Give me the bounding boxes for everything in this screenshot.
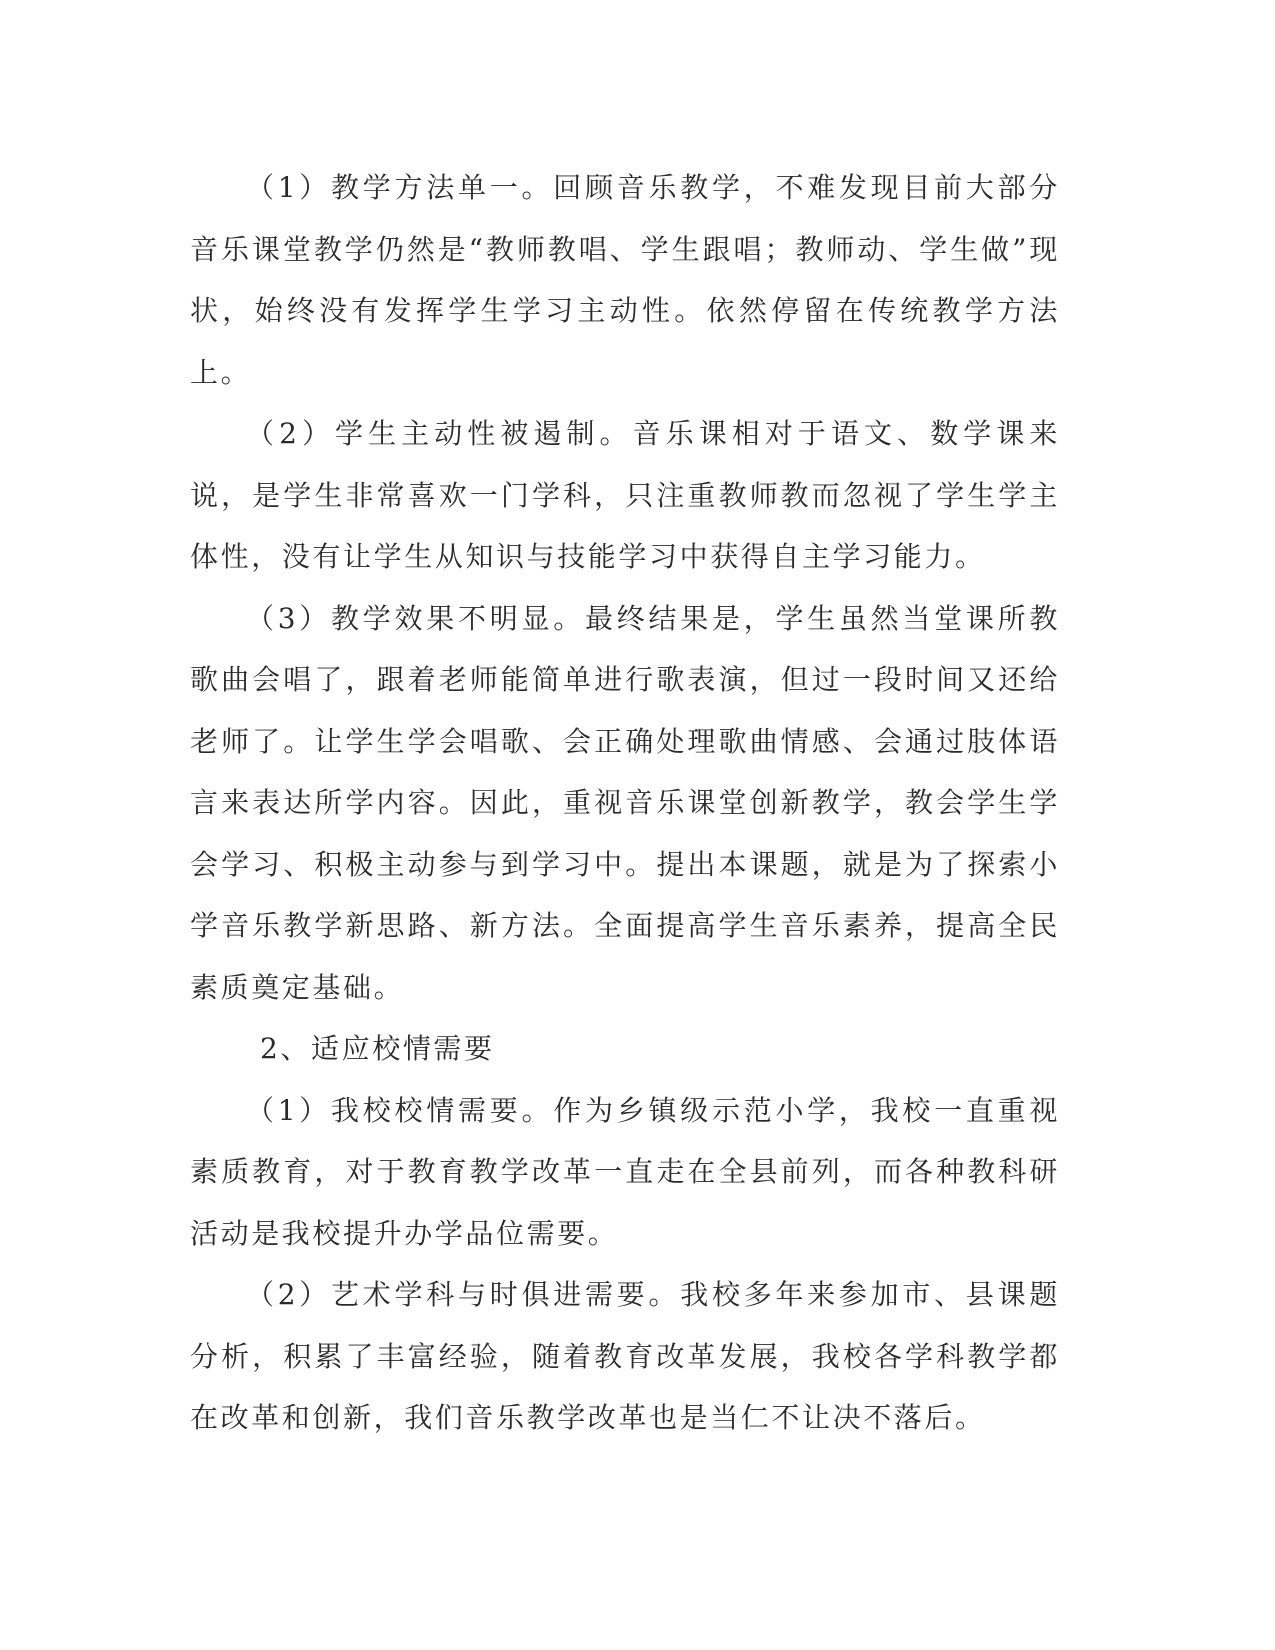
paragraph-student-initiative: （2）学生主动性被遏制。音乐课相对于语文、数学课来说，是学生非常喜欢一门学科，只注重教师教而忽视了学生学主体性，没有让学生从知识与技能学习中获得自主学习能力。	[190, 417, 1060, 573]
paragraph-teaching-effect: （3）教学效果不明显。最终结果是，学生虽然当堂课所教歌曲会唱了，跟着老师能简单进行歌表演，但过一段时间又还给老师了。让学生学会唱歌、会正确处理歌曲情感、会通过肢体语言来表达所学内容。因此，重视音乐课堂创新教学，教会学生学会学习、积极主动参与到学习中。提出本课题，就是为了探索小学音乐教学新思路、新方法。全面提高学生音乐素养，提高全民素质奠定基础。	[190, 601, 1060, 1004]
section-heading: 2、适应校情需要	[260, 1032, 495, 1065]
document-body	[190, 157, 1060, 1449]
paragraph-school-needs: （1）我校校情需要。作为乡镇级示范小学，我校一直重视素质教育，对于教育教学改革一直走在全县前列，而各种教科研活动是我校提升办学品位需要。	[190, 1093, 1060, 1250]
paragraph-arts-progress: （2）艺术学科与时俱进需要。我校多年来参加市、县课题分析，积累了丰富经验，随着教育改革发展，我校各学科教学都在改革和创新，我们音乐教学改革也是当仁不让决不落后。	[190, 1278, 1060, 1434]
paragraph-teaching-method: （1）教学方法单一。回顾音乐教学，不难发现目前大部分音乐课堂教学仍然是“教师教唱、学生跟唱；教师动、学生做”现状，始终没有发挥学生学习主动性。依然停留在传统教学方法上。	[190, 171, 1060, 389]
